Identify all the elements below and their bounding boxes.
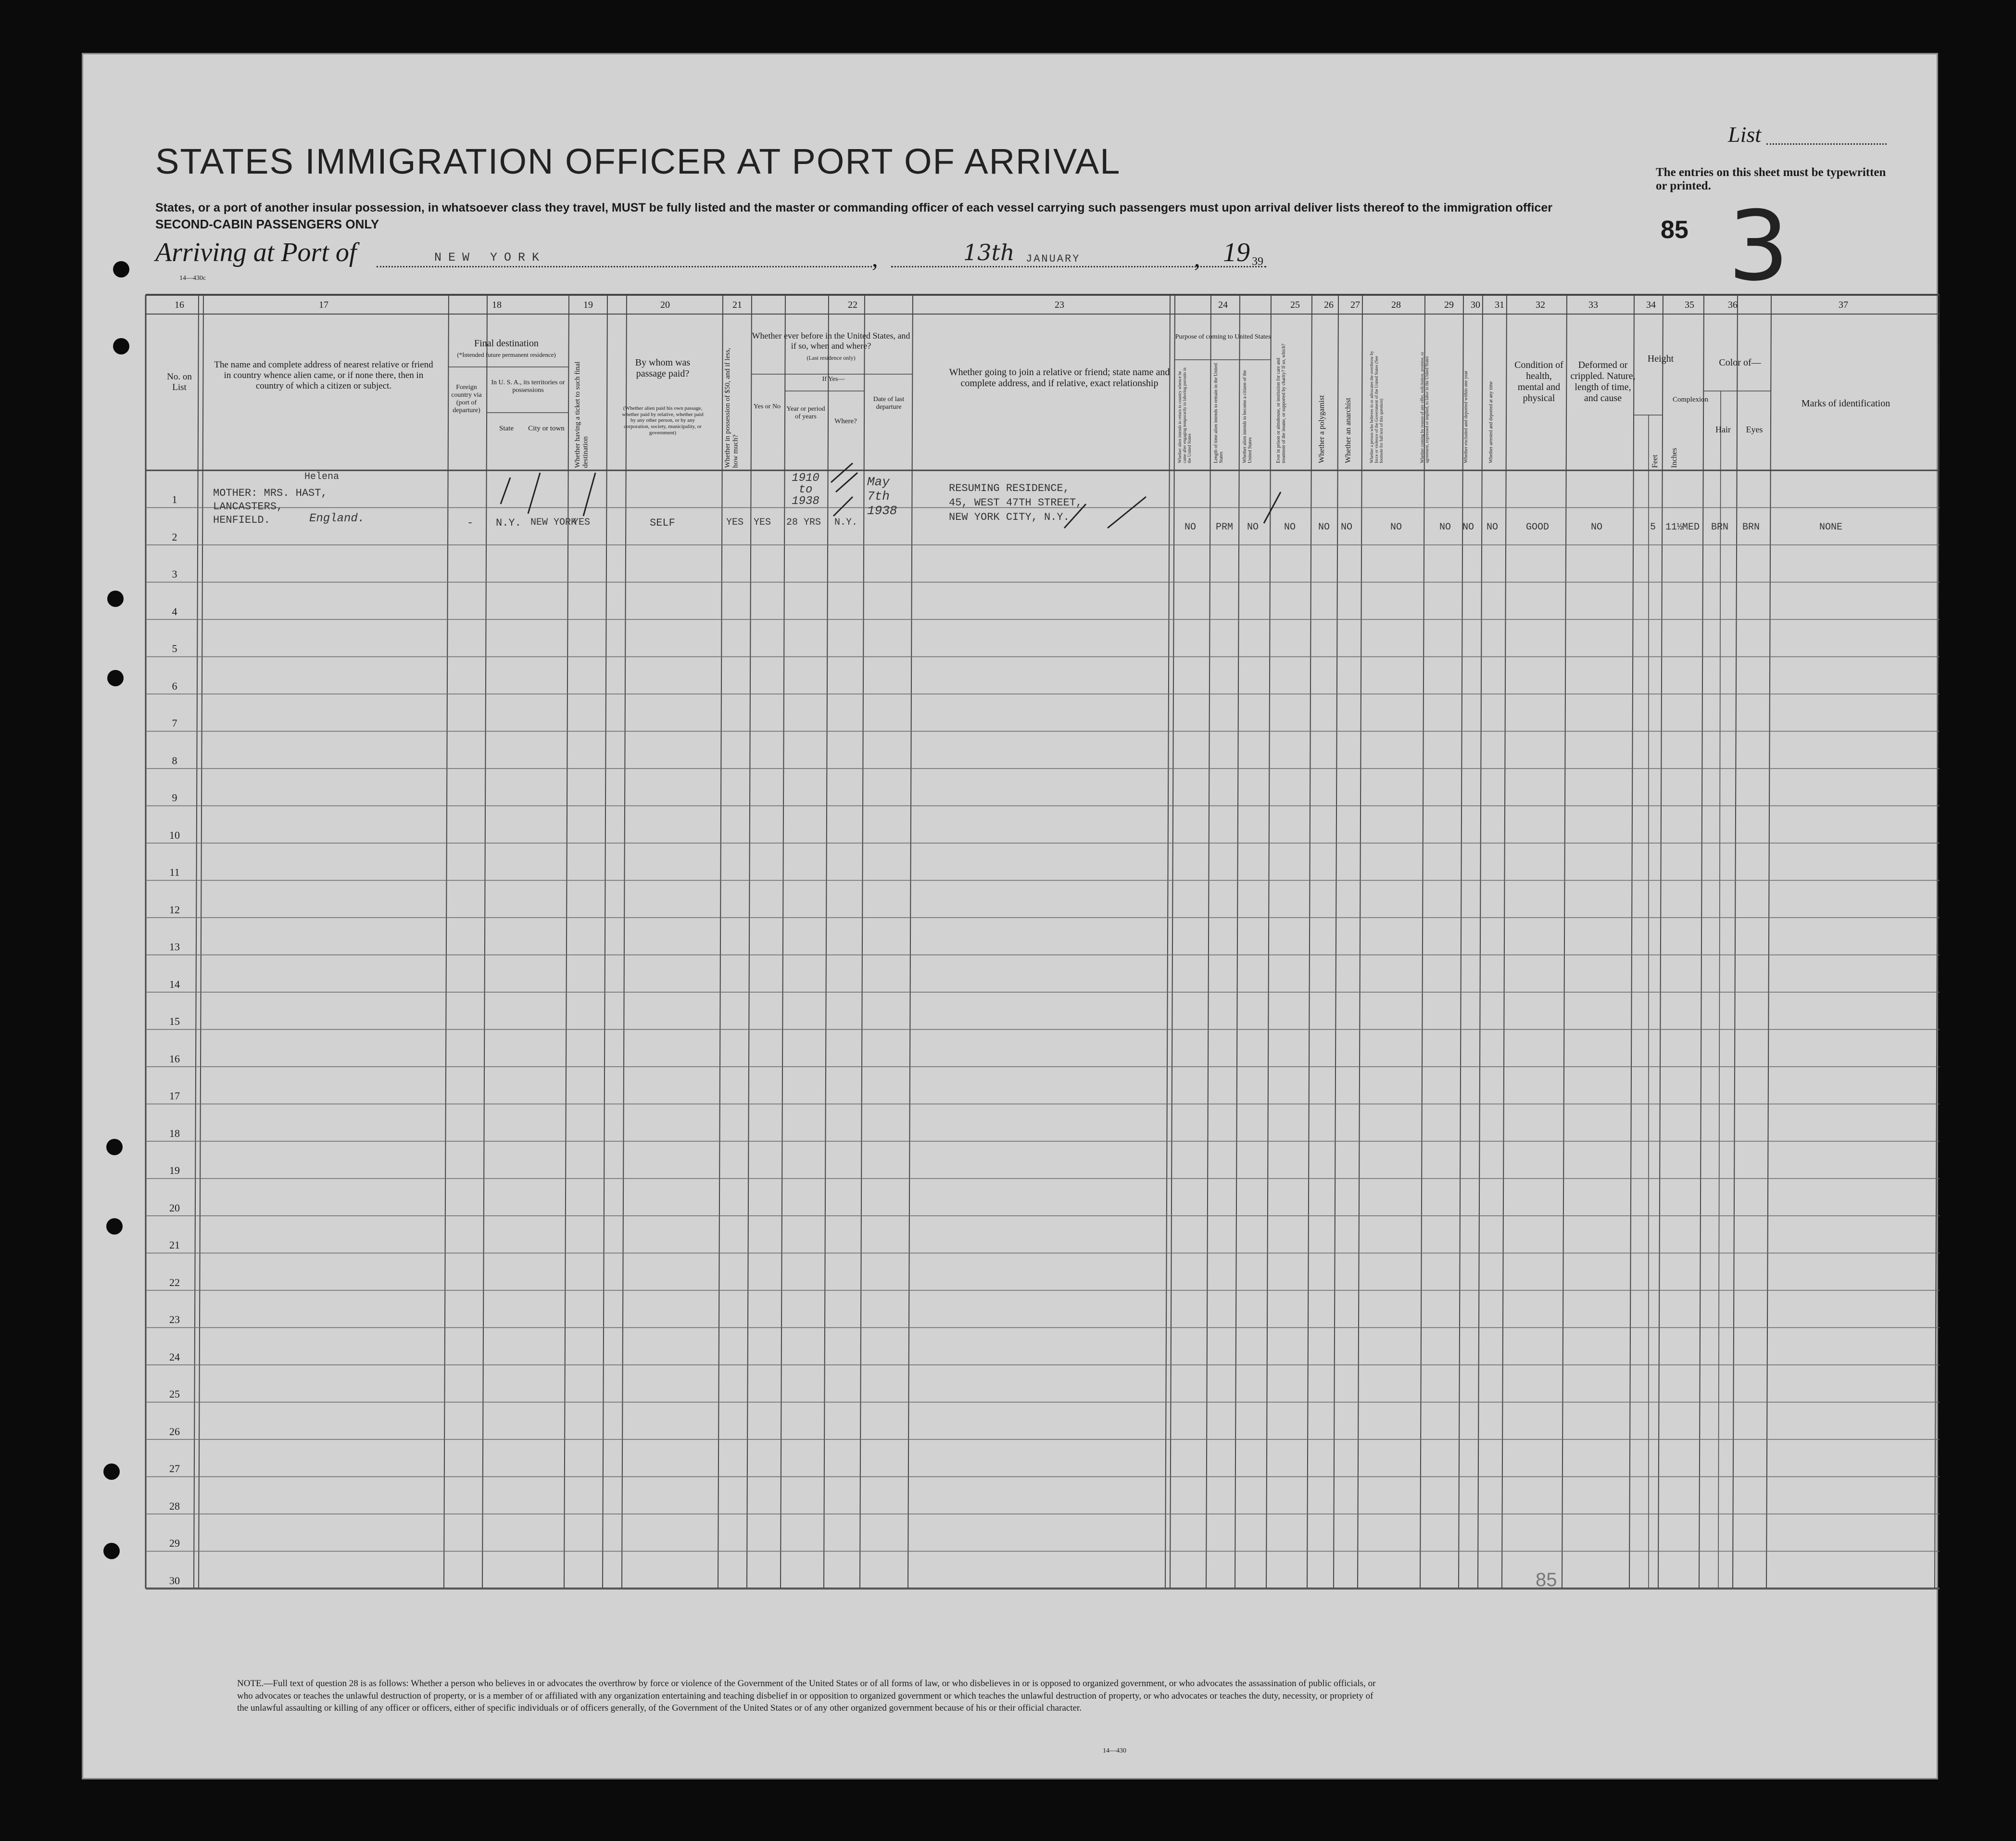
- header-ever-before: Whether ever before in the United States, and if so, when and where?: [752, 331, 910, 351]
- joining-line1: RESUMING RESIDENCE,: [949, 482, 1070, 494]
- polygamist: NO: [1318, 522, 1330, 533]
- row-number: 24: [169, 1350, 180, 1363]
- footer-mark: 14—430: [1103, 1747, 1126, 1754]
- colnum-36: 36: [1728, 300, 1738, 310]
- row-number: 13: [169, 941, 180, 953]
- citizen-intent: NO: [1247, 522, 1259, 533]
- header-height: Height: [1647, 353, 1674, 364]
- where: N.Y.: [834, 517, 858, 528]
- colnum-25: 25: [1290, 300, 1300, 310]
- header-contract-labor: Whether coming by reason of any offer, solicitation, promise, or agreement, expressed or implied, to labor in the United States: [1420, 352, 1429, 463]
- header-final-destination: Final destination: [474, 338, 539, 349]
- manifest-sheet: [82, 53, 1938, 1779]
- colnum-29: 29: [1444, 300, 1454, 310]
- row-number: 15: [169, 1015, 180, 1027]
- header-overthrow: Whether a person who believes in or advocates the overthrow by force or violence of the Government of the United States (See footnote for full text of this question): [1369, 351, 1384, 463]
- contract-labor: NO: [1439, 522, 1451, 533]
- colnum-35: 35: [1685, 300, 1694, 310]
- header-deformed: Deformed or crippled. Nature, length of time, and cause: [1570, 360, 1636, 404]
- header-health: Condition of health, mental and physical: [1514, 360, 1563, 404]
- header-years: Year or period of years: [786, 405, 825, 421]
- colnum-31: 31: [1495, 300, 1504, 310]
- header-length-stay: Length of time alien intends to remain in the United States: [1213, 363, 1224, 463]
- colnum-22: 22: [848, 300, 857, 310]
- header-yes-no: Yes or No: [753, 403, 781, 410]
- list-number: 3: [1728, 190, 1789, 303]
- row-number: 29: [169, 1537, 180, 1549]
- row-number: 18: [169, 1127, 180, 1139]
- overthrow: NO: [1390, 522, 1402, 533]
- length-stay: PRM: [1216, 522, 1234, 533]
- excluded: NO: [1462, 522, 1474, 533]
- comma: ,: [1194, 245, 1200, 272]
- row-number: 20: [169, 1201, 180, 1214]
- colnum-33: 33: [1588, 300, 1598, 310]
- check-mark: [1064, 504, 1086, 528]
- comma: ,: [872, 245, 878, 272]
- form-mark: 14—430c: [179, 275, 206, 282]
- colnum-19: 19: [583, 300, 593, 310]
- eyes: BRN: [1742, 522, 1760, 533]
- row-number: 27: [169, 1463, 180, 1475]
- subtitle: States, or a port of another insular possession, in whatsoever class they travel, MUST be fully listed and the master or commanding officer of each vessel carrying such passengers must upon arrival deliver lists thereof to the immigration officer: [155, 201, 1552, 214]
- header-complexion: Complexion: [1673, 396, 1709, 404]
- row-number: 2: [172, 530, 177, 543]
- row-number: 3: [172, 568, 177, 580]
- day-value: 13th: [963, 240, 1015, 265]
- return-intent: NO: [1184, 522, 1197, 533]
- colnum-21: 21: [732, 300, 742, 310]
- relative-country: England.: [309, 512, 365, 525]
- relative-line2: LANCASTERS,: [213, 501, 283, 513]
- ticket: YES: [573, 517, 591, 528]
- row-number: 8: [172, 754, 177, 767]
- row-number: 23: [169, 1313, 180, 1325]
- anarchist: NO: [1341, 522, 1353, 533]
- header-last-departure: Date of last departure: [873, 396, 905, 411]
- row-number: 22: [169, 1276, 180, 1288]
- header-citizen-intent: Whether alien intends to become a citizen of the United States: [1242, 370, 1253, 463]
- city: NEW YORK: [530, 517, 577, 528]
- header-usa: In U. S. A., its territories or possessions: [491, 379, 565, 394]
- row-number: 28: [169, 1500, 180, 1512]
- footnote: NOTE.—Full text of question 28 is as follows: Whether a person who believes in or advocates the overthrow by force or violence of the Government of the United States or of all forms of law, or who disbelieves in or is opposed to organized government, or who advocates the assassination of public officials, or who advocates or teaches the unlawful destruction of property, or is a member of or affiliated with any organization entertaining and teaching disbelief in or opposition to organized government or which teaches the unlawful destruction of property, or who advocates or teaches the duty, necessity, or propriety of the unlawful assaulting or killing of any officer or officers, either of specific individuals or of officers generally, of the Government of the United States or of any other organized government because of his or their official character.: [237, 1678, 1376, 1714]
- complexion: MED: [1682, 522, 1700, 533]
- health: GOOD: [1526, 522, 1550, 533]
- header-return-intent: Whether alien intends to return to country whence he came after engaging temporarily in laboring pursuits in the United States: [1177, 367, 1192, 463]
- header-polygamist: Whether a polygamist: [1318, 395, 1326, 463]
- arriving-label: Arriving at Port of: [155, 238, 357, 267]
- check-mark: [583, 473, 595, 516]
- years-hand: 1910 to 1938: [792, 472, 819, 508]
- row-number: 4: [172, 605, 177, 618]
- bottom-stamp: 85: [1536, 1569, 1557, 1590]
- header-excluded: Whether excluded and deported within one year: [1463, 370, 1469, 463]
- header-hair: Hair: [1715, 425, 1731, 434]
- header-final-destination-note: (*Intended future permanent residence): [457, 351, 556, 358]
- header-ever-before-note: (Last residence only): [806, 354, 856, 361]
- colnum-37: 37: [1839, 300, 1848, 310]
- header-color-of: Color of—: [1719, 357, 1761, 368]
- colnum-16: 16: [175, 300, 184, 310]
- header-no-on-list: No. on List: [167, 372, 192, 392]
- relative-line1: MOTHER: MRS. HAST,: [213, 487, 328, 499]
- header-inches: Inches: [1670, 448, 1678, 468]
- row-number: 6: [172, 680, 177, 692]
- fifty: YES: [726, 517, 744, 528]
- row-number: 21: [169, 1239, 180, 1251]
- check-marks: [83, 54, 1940, 1781]
- header-state: State: [499, 425, 514, 432]
- header-prison: Ever in prison or almshouse, or institution for care and treatment of the insane, or supported by charity? If so, which?: [1276, 343, 1286, 463]
- row-number: 26: [169, 1425, 180, 1437]
- colnum-26: 26: [1324, 300, 1334, 310]
- colnum-27: 27: [1350, 300, 1360, 310]
- header-where: Where?: [834, 417, 857, 425]
- header-feet: Feet: [1651, 454, 1659, 468]
- colnum-20: 20: [660, 300, 670, 310]
- row-number: 25: [169, 1388, 180, 1400]
- row-number: 14: [169, 978, 180, 990]
- paid-by: SELF: [650, 517, 675, 529]
- header-marks: Marks of identification: [1801, 398, 1890, 409]
- header-fifty: Whether in possession of $50, and if less, how much?: [724, 348, 740, 468]
- marks: NONE: [1819, 522, 1843, 533]
- joining-line2: 45, WEST 47TH STREET,: [949, 497, 1083, 509]
- port-value: NEW YORK: [434, 251, 546, 265]
- row-number: 5: [172, 643, 177, 655]
- row-number: 1: [172, 493, 177, 505]
- header-paid-by: By whom was passage paid?: [635, 357, 691, 379]
- list-label: List: [1728, 122, 1762, 147]
- year-suffix: 39: [1252, 255, 1263, 268]
- row-number: 9: [172, 792, 177, 804]
- check-mark: [528, 473, 540, 514]
- class-note: SECOND-CABIN PASSENGERS ONLY: [155, 217, 379, 231]
- header-deported: Whether arrested and deported at any time: [1488, 381, 1494, 463]
- row-number: 19: [169, 1164, 180, 1176]
- header-purpose: Purpose of coming to United States: [1175, 333, 1271, 340]
- row-number: 12: [169, 903, 180, 916]
- colnum-28: 28: [1391, 300, 1401, 310]
- hair: BRN: [1711, 522, 1729, 533]
- check-mark: [501, 478, 510, 504]
- years-typed: 28 YRS: [786, 517, 821, 528]
- colnum-30: 30: [1471, 300, 1480, 310]
- colnum-34: 34: [1646, 300, 1656, 310]
- colnum-32: 32: [1536, 300, 1545, 310]
- deformed: NO: [1591, 522, 1603, 533]
- stamp-number: 85: [1661, 216, 1688, 244]
- ever-before: YES: [754, 517, 771, 528]
- row-number: 11: [169, 866, 180, 878]
- header-joining: Whether going to join a relative or friend; state name and complete address, and if relative, exact relationship: [949, 367, 1170, 389]
- check-mark: [833, 497, 853, 516]
- foreign-via: -: [467, 517, 474, 529]
- header-anarchist: Whether an anarchist: [1344, 398, 1352, 463]
- colnum-23: 23: [1055, 300, 1064, 310]
- header-city: City or town: [528, 425, 565, 432]
- row-number: 16: [169, 1052, 180, 1065]
- feet: 5: [1650, 522, 1656, 533]
- header-ticket: Whether having a ticket to such final destination: [574, 361, 590, 468]
- check-mark: [1264, 492, 1281, 523]
- check-mark: [1108, 497, 1146, 528]
- row-number: 17: [169, 1090, 180, 1102]
- relative-name: Helena: [304, 471, 340, 482]
- joining-line3: NEW YORK CITY, N.Y.: [949, 511, 1070, 523]
- header-foreign-via: Foreign country via (port of departure): [451, 384, 482, 415]
- month-value: JANUARY: [1026, 253, 1081, 265]
- deported: NO: [1487, 522, 1499, 533]
- last-departure: May 7th 1938: [867, 475, 897, 518]
- colnum-18: 18: [492, 300, 502, 310]
- page-title: STATES IMMIGRATION OFFICER AT PORT OF ARRIVAL: [155, 141, 1121, 181]
- row-number: 7: [172, 717, 177, 729]
- colnum-24: 24: [1218, 300, 1228, 310]
- row-number: 30: [169, 1574, 180, 1587]
- inches: 11½: [1665, 522, 1683, 533]
- header-paid-by-note: (Whether alien paid his own passage, whether paid by relative, whether paid by any other person, or by any corporation, society, municipality, or government): [622, 405, 704, 436]
- state: N.Y.: [496, 517, 521, 529]
- header-relative: The name and complete address of nearest relative or friend in country whence alien came, or if none there, then in country of which a citizen or subject.: [214, 360, 433, 391]
- colnum-17: 17: [319, 300, 328, 310]
- header-if-yes: If Yes—: [822, 376, 845, 383]
- header-eyes: Eyes: [1746, 425, 1763, 434]
- year-prefix: 19: [1223, 238, 1250, 267]
- entries-note: The entries on this sheet must be typewritten or printed.: [1656, 166, 1886, 192]
- row-number: 10: [169, 829, 180, 841]
- relative-line3: HENFIELD.: [213, 514, 270, 526]
- prison: NO: [1284, 522, 1296, 533]
